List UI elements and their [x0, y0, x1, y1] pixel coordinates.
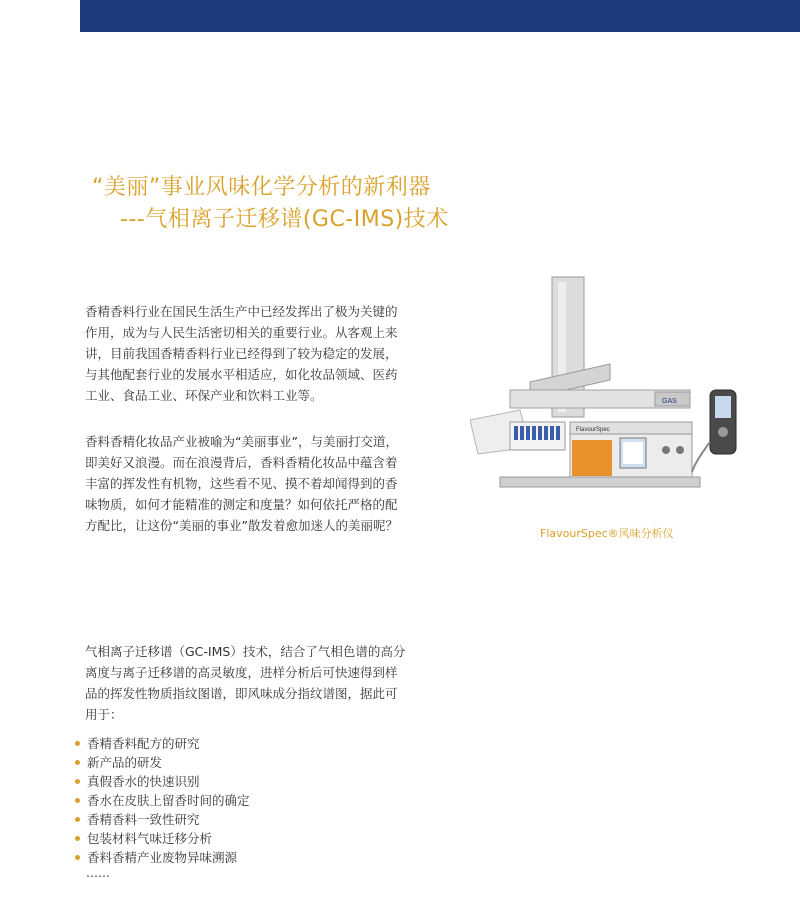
beauty-paragraph: 香料香精化妆品产业被喻为“美丽事业”，与美丽打交道，即美好又浪漫。而在浪漫背后，香料香精化妆品中蕴含着丰富的挥发性有机物，这些看不见、摸不着却闻得到的香味物质，如何才能精准的测定和度量？如何依托严格的配方配比，让这份“美丽的事业”散发着愈加迷人的美丽呢？ — [85, 434, 398, 533]
top-banner — [80, 0, 800, 32]
page-title: “美丽”事业风味化学分析的新利器 — [92, 175, 431, 200]
flavourspec-instrument-image — [470, 272, 760, 512]
intro-paragraph: 香精香料行业在国民生活生产中已经发挥出了极为关键的作用，成为与人民生活密切相关的重要行业。从客观上来讲，目前我国香精香料行业已经得到了较为稳定的发展，与其他配套行业的发展水平相适应，如化妆品领域、医药工业、食品工业、环保产业和饮料工业等。 — [85, 304, 398, 403]
list-item: 香精香料配方的研究 — [75, 734, 250, 753]
bullet-icon — [75, 779, 80, 784]
gcims-paragraph: 气相离子迁移谱（GC-IMS）技术，结合了气相色谱的高分离度与离子迁移谱的高灵敏度，进样分析后可快速得到样品的挥发性物质指纹图谱，即风味成分指纹谱图，据此可用于： — [85, 644, 406, 722]
bullet-icon — [75, 836, 80, 841]
page-subtitle: ---气相离子迁移谱(GC-IMS)技术 — [120, 207, 449, 232]
list-item: 香水在皮肤上留香时间的确定 — [75, 791, 250, 810]
bullet-icon — [75, 741, 80, 746]
figure-caption: FlavourSpec®风味分析仪 — [540, 527, 674, 540]
list-item: 新产品的研发 — [75, 753, 250, 772]
application-list — [75, 734, 250, 867]
bullet-icon — [75, 855, 80, 860]
brand-label: GAS — [662, 398, 677, 405]
list-item: 香精香料一致性研究 — [75, 810, 250, 829]
device-label: FlavourSpec — [576, 427, 610, 433]
bullet-icon — [75, 798, 80, 803]
list-item: 香料香精产业废物异味溯源 — [75, 848, 250, 867]
bullet-icon — [75, 760, 80, 765]
list-item: 包装材料气味迁移分析 — [75, 829, 250, 848]
list-item: 真假香水的快速识别 — [75, 772, 250, 791]
list-ellipsis: …… — [86, 866, 110, 880]
bullet-icon — [75, 817, 80, 822]
